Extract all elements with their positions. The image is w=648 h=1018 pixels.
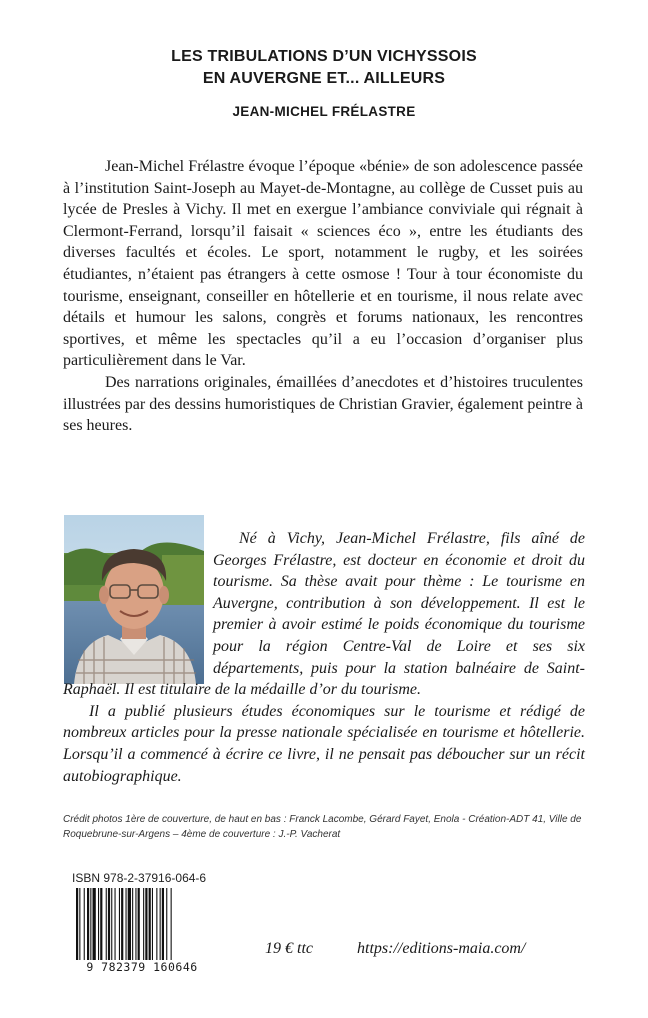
- barcode-digits: 9 782379 160646: [72, 960, 212, 974]
- title-line-1: LES TRIBULATIONS D’UN VICHYSSOIS: [171, 48, 477, 65]
- title-line-2: EN AUVERGNE ET... AILLEURS: [202, 70, 446, 87]
- blurb-paragraph-2: Des narrations originales, émaillées d’anecdotes et d’histoires truculentes illustrées par des dessins humoristiques de Christian Gravier, également peintre à ses heures.: [63, 373, 583, 435]
- publisher-url[interactable]: https://editions-maia.com/: [357, 940, 526, 957]
- barcode-bars: [72, 888, 212, 960]
- isbn-number: ISBN 978-2-37916-064-6: [72, 871, 207, 885]
- book-blurb: [63, 156, 583, 437]
- bio-paragraph-2: Il a publié plusieurs études économiques sur le tourisme et rédigé de nombreux articles pour la presse nationale spécialisée en tourisme et hôtellerie. Lorsqu’il a commencé à écrire ce livre, il ne pensait pas déboucher sur un récit autobiographique.: [63, 702, 585, 785]
- photo-credits: Crédit photos 1ère de couverture, de haut en bas : Franck Lacombe, Gérard Fayet, Enola - Création-ADT 41, Ville de Roquebrune-sur-Argens – 4ème de couverture : J.-P. Vacherat: [63, 814, 582, 840]
- author-name: JEAN-MICHEL FRÉLASTRE: [232, 104, 416, 119]
- book-title: [0, 46, 648, 90]
- price: 19 € ttc: [265, 940, 313, 957]
- photo-spacer: [63, 514, 213, 674]
- author-bio: [63, 528, 585, 787]
- bio-paragraph-1: Né à Vichy, Jean-Michel Frélastre, fils aîné de Georges Frélastre, est docteur en économie et droit du tourisme. Sa thèse avait pour thème : Le tourisme en Auvergne, contribution à son développement. Il est le premier à avoir estimé le poids économique du tourisme pour la région Centre-Val de Loire et ses six départements, puis pour la station balnéaire de Saint-Raphaël. Il est titulaire de la médaille d’or du tourisme.: [63, 530, 585, 699]
- blurb-paragraph-1: Jean-Michel Frélastre évoque l’époque «bénie» de son adolescence passée à l’institution Saint-Joseph au Mayet-de-Montagne, au collège de Cusset puis au lycée de Presles à Vichy. Il met en exergue l’ambiance conviviale qui régnait à Clermont-Ferrand, lorsqu’il faisait « sciences éco », entre les étudiants des diverses facultés et écoles. Le sport, notamment le rugby, et les soirées étudiantes, n’étaient pas étrangers à cette osmose ! Tour à tour économiste du tourisme, enseignant, conseiller en hôtellerie et en tourisme, il nous relate avec détails et humour les salons, congrès et forums nationaux, les rencontres sportives, et même les spectacles qu’il a eu l’occasion d’organiser plus particulièrement dans le Var.: [63, 158, 583, 370]
